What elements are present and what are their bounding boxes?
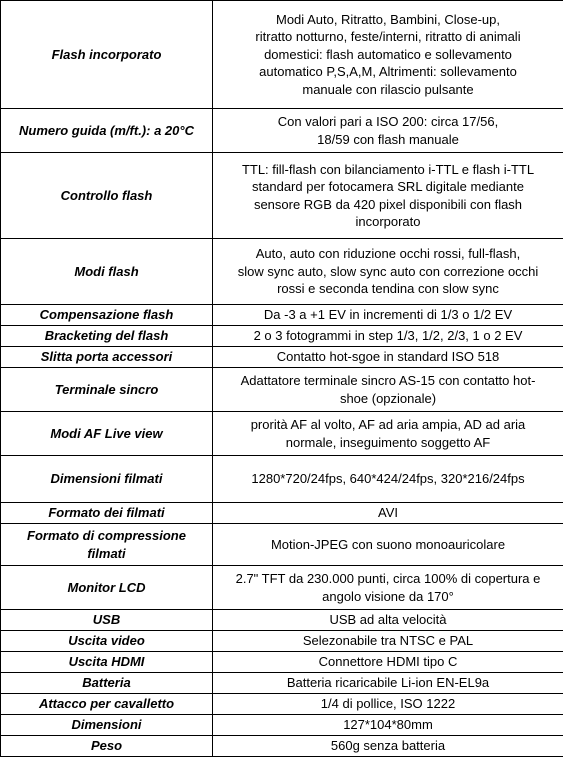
- spec-label: Formato dei filmati: [1, 503, 213, 524]
- spec-value: TTL: fill-flash con bilanciamento i-TTL e flash i-TTL standard per fotocamera SRL digitale mediante sensore RGB da 420 pixel disponibili con flash incorporato: [213, 153, 563, 239]
- spec-value: Selezonabile tra NTSC e PAL: [213, 631, 563, 652]
- spec-label: Batteria: [1, 673, 213, 694]
- spec-value: Adattatore terminale sincro AS-15 con contatto hot- shoe (opzionale): [213, 368, 563, 412]
- spec-label: Controllo flash: [1, 153, 213, 239]
- table-row: [1, 673, 563, 694]
- table-row: [1, 566, 563, 610]
- spec-label: Formato di compressione filmati: [1, 524, 213, 566]
- table-row: [1, 1, 563, 109]
- spec-label: Modi flash: [1, 239, 213, 305]
- table-row: [1, 347, 563, 368]
- spec-value: 1280*720/24fps, 640*424/24fps, 320*216/24fps: [213, 456, 563, 503]
- table-row: [1, 631, 563, 652]
- spec-value: USB ad alta velocità: [213, 610, 563, 631]
- spec-value: Motion-JPEG con suono monoauricolare: [213, 524, 563, 566]
- spec-value: AVI: [213, 503, 563, 524]
- spec-value: Modi Auto, Ritratto, Bambini, Close-up, ritratto notturno, feste/interni, ritratto di animali domestici: flash automatico e sollevamento automatico P,S,A,M, Altrimenti: sollevamento manuale con rilascio pulsante: [213, 1, 563, 109]
- spec-label: Compensazione flash: [1, 305, 213, 326]
- spec-value: 560g senza batteria: [213, 736, 563, 757]
- spec-value: Da -3 a +1 EV in incrementi di 1/3 o 1/2 EV: [213, 305, 563, 326]
- spec-label: Uscita HDMI: [1, 652, 213, 673]
- spec-label: Modi AF Live view: [1, 412, 213, 456]
- spec-label: Peso: [1, 736, 213, 757]
- spec-value: 1/4 di pollice, ISO 1222: [213, 694, 563, 715]
- spec-value: Connettore HDMI tipo C: [213, 652, 563, 673]
- spec-label: Slitta porta accessori: [1, 347, 213, 368]
- spec-label: Flash incorporato: [1, 1, 213, 109]
- spec-value: Contatto hot-sgoe in standard ISO 518: [213, 347, 563, 368]
- spec-label: Dimensioni: [1, 715, 213, 736]
- spec-value: prorità AF al volto, AF ad aria ampia, AD ad aria normale, inseguimento soggetto AF: [213, 412, 563, 456]
- table-row: [1, 109, 563, 153]
- table-row: [1, 456, 563, 503]
- table-row: [1, 326, 563, 347]
- table-row: [1, 239, 563, 305]
- spec-label: Dimensioni filmati: [1, 456, 213, 503]
- table-row: [1, 652, 563, 673]
- table-row: [1, 715, 563, 736]
- table-row: [1, 305, 563, 326]
- spec-label: USB: [1, 610, 213, 631]
- spec-value: 127*104*80mm: [213, 715, 563, 736]
- table-row: [1, 503, 563, 524]
- table-row: [1, 368, 563, 412]
- spec-label: Attacco per cavalletto: [1, 694, 213, 715]
- spec-value: Auto, auto con riduzione occhi rossi, full-flash, slow sync auto, slow sync auto con correzione occhi rossi e seconda tendina con slow sync: [213, 239, 563, 305]
- spec-label: Terminale sincro: [1, 368, 213, 412]
- spec-label: Uscita video: [1, 631, 213, 652]
- table-row: [1, 694, 563, 715]
- spec-label: Monitor LCD: [1, 566, 213, 610]
- table-row: [1, 412, 563, 456]
- spec-value: Batteria ricaricabile Li-ion EN-EL9a: [213, 673, 563, 694]
- spec-value: Con valori pari a ISO 200: circa 17/56, 18/59 con flash manuale: [213, 109, 563, 153]
- table-row: [1, 736, 563, 757]
- spec-value: 2 o 3 fotogrammi in step 1/3, 1/2, 2/3, 1 o 2 EV: [213, 326, 563, 347]
- table-row: [1, 610, 563, 631]
- table-row: [1, 524, 563, 566]
- spec-label: Numero guida (m/ft.): a 20°C: [1, 109, 213, 153]
- spec-value: 2.7" TFT da 230.000 punti, circa 100% di copertura e angolo visione da 170°: [213, 566, 563, 610]
- table-row: [1, 153, 563, 239]
- spec-label: Bracketing del flash: [1, 326, 213, 347]
